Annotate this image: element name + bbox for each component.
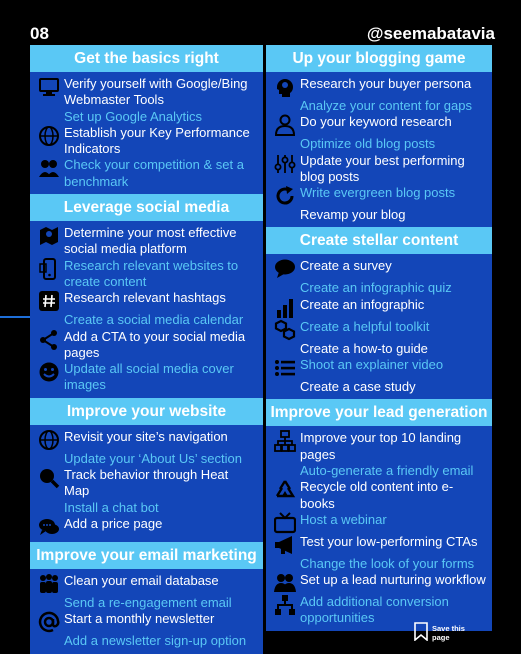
list-item (34, 361, 257, 394)
author-handle: @seemabatavia (366, 24, 495, 43)
section-social (30, 194, 263, 398)
list-item (34, 76, 257, 109)
highlighted-tip: Auto-generate a friendly email (300, 462, 474, 478)
user-icon (270, 114, 300, 136)
tip-text: Track behavior through Heat Map (64, 467, 229, 499)
section-leads (266, 399, 492, 630)
list-item (34, 258, 257, 291)
people-icon (34, 157, 64, 179)
tip-text: Research your buyer persona (300, 76, 472, 91)
tip-text: Create a case study (300, 379, 416, 395)
highlighted-tip: Create a social media calendar (64, 312, 244, 328)
list-item (34, 125, 257, 158)
users-icon (270, 572, 300, 594)
tip-text: Set up a lead nurturing workflow (300, 572, 486, 588)
section-body (266, 426, 492, 630)
hexagon-icon (270, 319, 300, 341)
list-item (270, 357, 486, 379)
list-item (270, 297, 486, 319)
list-item (270, 463, 486, 479)
refresh-icon (270, 185, 300, 207)
sliders-icon (270, 153, 300, 175)
section-body (30, 221, 263, 398)
tip-text: Test your low-performing CTAs (300, 533, 478, 549)
highlighted-tip: Send a re-engagement email (64, 594, 232, 610)
list-item (270, 76, 486, 98)
search-icon (34, 467, 64, 489)
section-title: Get the basics right (30, 45, 263, 72)
list-item (270, 512, 486, 534)
list-item (34, 225, 257, 258)
tip-text: Create an infographic (300, 296, 425, 312)
list-item (34, 633, 257, 649)
section-body (30, 72, 263, 194)
tv-icon (270, 512, 300, 534)
tip-text: Improve your top 10 landing pages (300, 430, 462, 462)
highlighted-tip: Add a newsletter sign-up option (64, 633, 247, 649)
list-item (34, 290, 257, 312)
highlighted-tip: Host a webinar (300, 511, 387, 527)
section-title: Improve your email marketing (30, 542, 263, 569)
speech-icon (270, 258, 300, 280)
tip-text: Research relevant hashtags (64, 290, 226, 306)
list-item (270, 319, 486, 341)
list-icon (270, 357, 300, 379)
tip-text: Recycle old content into e-books (300, 479, 454, 511)
list-item (270, 430, 486, 463)
globe-icon (34, 125, 64, 147)
section-title: Up your blogging game (266, 45, 492, 72)
tip-text: Add a price page (64, 515, 163, 531)
list-item (34, 516, 257, 538)
highlighted-tip: Write evergreen blog posts (300, 185, 456, 201)
list-item (34, 429, 257, 451)
decorative-line (0, 316, 30, 318)
bars-icon (270, 297, 300, 319)
list-item (270, 114, 486, 136)
highlighted-tip: Set up Google Analytics (64, 108, 203, 124)
list-item (270, 280, 486, 296)
left-column (30, 45, 263, 654)
megaphone-icon (270, 534, 300, 556)
highlighted-tip: Shoot an explainer video (300, 357, 444, 373)
list-item (270, 98, 486, 114)
section-website (30, 398, 263, 542)
tip-text: Add a CTA to your social media pages (64, 328, 246, 360)
section-content (266, 227, 492, 399)
mobile-icon (34, 258, 64, 280)
tip-text: Revisit your site’s navigation (64, 428, 228, 444)
network-icon (270, 594, 300, 616)
section-title: Leverage social media (30, 194, 263, 221)
tip-text: Verify yourself with Google/Bing Webmaster Tools (64, 76, 248, 108)
list-item (270, 556, 486, 572)
save-label: Save this page (432, 623, 465, 642)
recycle-icon (270, 479, 300, 501)
list-item (270, 379, 486, 395)
tip-text: Establish your Key Performance Indicators (64, 124, 250, 157)
sitemap-icon (270, 430, 300, 452)
list-item (34, 157, 257, 190)
section-body (30, 425, 263, 542)
highlighted-tip: Change the look of your forms (300, 555, 475, 571)
highlighted-tip: Analyze your content for gaps (300, 98, 472, 113)
highlighted-tip: Install a chat bot (64, 499, 159, 515)
tip-text: Create a how-to guide (300, 340, 428, 356)
section-blogging (266, 45, 492, 227)
highlighted-tip: Optimize old blog posts (300, 136, 436, 152)
bookmark-icon (414, 622, 428, 643)
list-item (270, 258, 486, 280)
tip-text: Start a monthly newsletter (64, 611, 215, 627)
list-item (270, 479, 486, 512)
highlighted-tip: Update your ‘About Us’ section (64, 450, 243, 466)
highlighted-tip: Create a helpful toolkit (300, 318, 430, 334)
section-title: Create stellar content (266, 227, 492, 254)
smiley-icon (34, 361, 64, 383)
list-item (34, 329, 257, 362)
list-item (270, 534, 486, 556)
list-item (34, 595, 257, 611)
tip-text: Do your keyword research (300, 114, 452, 130)
list-item (270, 207, 486, 223)
list-item (34, 467, 257, 500)
highlighted-tip: Update all social media cover images (64, 361, 234, 393)
section-body (30, 569, 263, 654)
tip-text: Create a survey (300, 258, 392, 274)
head-icon (270, 76, 300, 98)
section-basics (30, 45, 263, 194)
list-item (34, 573, 257, 595)
section-email (30, 542, 263, 654)
at-icon (34, 611, 64, 633)
monitor-icon (34, 76, 64, 98)
list-item (270, 153, 486, 186)
hashtag-icon (34, 290, 64, 312)
share-icon (34, 329, 64, 351)
tip-text: Revamp your blog (300, 207, 406, 223)
list-item (270, 136, 486, 152)
list-item (270, 185, 486, 207)
highlighted-tip: Check your competition & set a benchmark (64, 157, 244, 189)
list-item (34, 611, 257, 633)
page-number: 08 (30, 24, 49, 43)
section-title: Improve your website (30, 398, 263, 425)
section-body (266, 254, 492, 399)
map-icon (34, 225, 64, 247)
group-icon (34, 573, 64, 595)
highlighted-tip: Add additional conversion opportunities (300, 594, 449, 626)
save-page-button[interactable] (414, 622, 466, 643)
section-body (266, 72, 492, 227)
list-item (34, 312, 257, 328)
tip-text: Determine your most effective social media platform (64, 225, 237, 257)
tip-text: Clean your email database (64, 572, 219, 588)
chat-icon (34, 516, 64, 538)
globe-icon (34, 429, 64, 451)
list-item (270, 572, 486, 594)
list-item (34, 109, 257, 125)
section-title: Improve your lead generation (266, 399, 492, 426)
list-item (34, 500, 257, 516)
list-item (34, 451, 257, 467)
tip-text: Update your best performing blog posts (300, 152, 465, 184)
highlighted-tip: Research relevant websites to create content (64, 257, 239, 289)
right-column (266, 45, 492, 631)
list-item (270, 341, 486, 357)
highlighted-tip: Create an infographic quiz (300, 280, 452, 296)
